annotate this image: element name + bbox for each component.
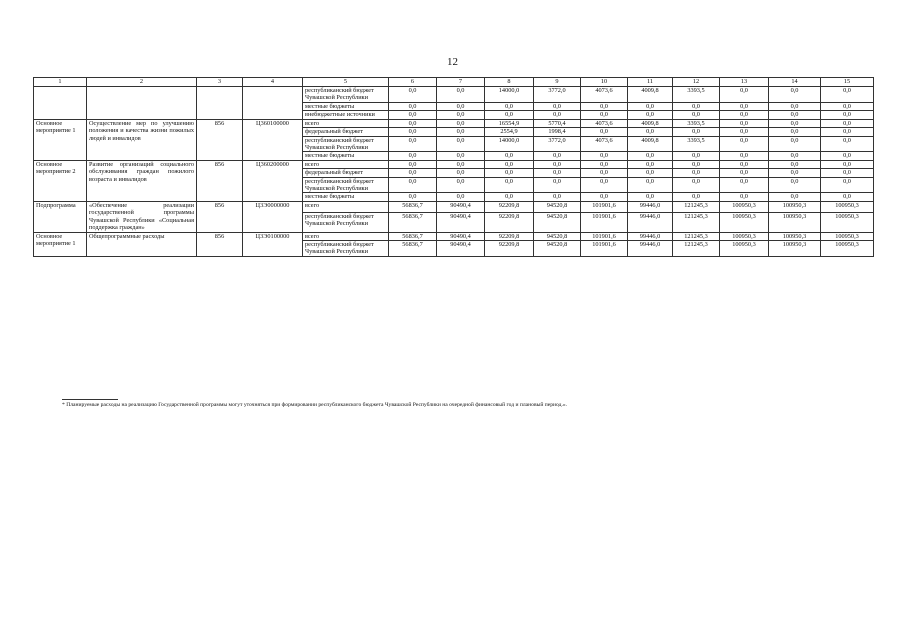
funding-source: республиканский бюджет Чувашской Республики (303, 136, 389, 152)
amount-cell: 0,0 (437, 169, 485, 177)
table-row (34, 87, 874, 103)
amount-cell: 4073,6 (581, 87, 628, 103)
amount-cell: 0,0 (720, 87, 769, 103)
amount-cell: 0,0 (628, 111, 673, 119)
amount-cell: 101901,6 (581, 232, 628, 240)
amount-cell: 100950,3 (821, 212, 874, 232)
amount-cell: 0,0 (437, 160, 485, 168)
amount-cell: 3772,0 (534, 136, 581, 152)
amount-cell: 0,0 (389, 169, 437, 177)
amount-cell: 0,0 (389, 193, 437, 201)
amount-cell: 100950,3 (821, 232, 874, 240)
table-row (34, 160, 874, 168)
amount-cell: 0,0 (673, 128, 720, 136)
amount-cell: 0,0 (821, 169, 874, 177)
amount-cell: 3393,5 (673, 119, 720, 127)
amount-cell: 0,0 (581, 128, 628, 136)
budget-table (33, 77, 874, 257)
amount-cell: 0,0 (769, 87, 821, 103)
column-header: 9 (534, 78, 581, 87)
amount-cell: 0,0 (437, 128, 485, 136)
amount-cell: 0,0 (673, 152, 720, 160)
amount-cell: 94520,8 (534, 241, 581, 257)
amount-cell: 0,0 (628, 102, 673, 110)
amount-cell: 0,0 (389, 136, 437, 152)
amount-cell: 0,0 (581, 169, 628, 177)
amount-cell: 121245,3 (673, 201, 720, 212)
amount-cell: 0,0 (720, 111, 769, 119)
funding-source: федеральный бюджет (303, 169, 389, 177)
amount-cell: 4073,6 (581, 119, 628, 127)
row-description: Общепрограммные расходы (87, 232, 197, 256)
amount-cell: 0,0 (821, 193, 874, 201)
amount-cell: 121245,3 (673, 241, 720, 257)
row-category: Подпрограмма (34, 201, 87, 232)
amount-cell: 0,0 (534, 111, 581, 119)
amount-cell: 0,0 (769, 111, 821, 119)
amount-cell: 0,0 (389, 119, 437, 127)
funding-source: местные бюджеты (303, 193, 389, 201)
row-gov-code (197, 87, 243, 120)
amount-cell: 0,0 (437, 152, 485, 160)
amount-cell: 0,0 (534, 102, 581, 110)
amount-cell: 99446,0 (628, 232, 673, 240)
amount-cell: 0,0 (534, 193, 581, 201)
funding-source: всего (303, 232, 389, 240)
amount-cell: 0,0 (821, 160, 874, 168)
amount-cell: 0,0 (437, 102, 485, 110)
amount-cell: 5770,4 (534, 119, 581, 127)
row-description: Развитие организаций социального обслуживания граждан пожилого возраста и инвалидов (87, 160, 197, 201)
amount-cell: 0,0 (821, 102, 874, 110)
column-header: 8 (485, 78, 534, 87)
amount-cell: 99446,0 (628, 241, 673, 257)
column-header: 3 (197, 78, 243, 87)
amount-cell: 0,0 (673, 102, 720, 110)
amount-cell: 121245,3 (673, 212, 720, 232)
amount-cell: 100950,3 (821, 241, 874, 257)
row-budget-code: Ц3Э0000000 (243, 201, 303, 232)
amount-cell: 4073,6 (581, 136, 628, 152)
amount-cell: 100950,3 (769, 232, 821, 240)
amount-cell: 100950,3 (821, 201, 874, 212)
column-header: 2 (87, 78, 197, 87)
funding-source: всего (303, 201, 389, 212)
column-header: 7 (437, 78, 485, 87)
amount-cell: 0,0 (628, 152, 673, 160)
table-row (34, 201, 874, 212)
amount-cell: 14000,0 (485, 136, 534, 152)
amount-cell: 0,0 (628, 160, 673, 168)
amount-cell: 92209,8 (485, 212, 534, 232)
row-budget-code: Ц360100000 (243, 119, 303, 160)
amount-cell: 94520,8 (534, 212, 581, 232)
amount-cell: 0,0 (628, 128, 673, 136)
amount-cell: 0,0 (534, 169, 581, 177)
row-gov-code: 856 (197, 119, 243, 160)
column-header: 5 (303, 78, 389, 87)
row-category: Основное мероприятие 2 (34, 160, 87, 201)
amount-cell: 99446,0 (628, 212, 673, 232)
amount-cell: 0,0 (821, 177, 874, 193)
amount-cell: 0,0 (389, 160, 437, 168)
amount-cell: 0,0 (581, 177, 628, 193)
row-budget-code: Ц3Э0100000 (243, 232, 303, 256)
amount-cell: 2554,9 (485, 128, 534, 136)
column-header: 1 (34, 78, 87, 87)
amount-cell: 0,0 (720, 128, 769, 136)
amount-cell: 0,0 (534, 177, 581, 193)
amount-cell: 56836,7 (389, 212, 437, 232)
column-header: 14 (769, 78, 821, 87)
amount-cell: 94520,8 (534, 201, 581, 212)
amount-cell: 0,0 (673, 169, 720, 177)
amount-cell: 0,0 (437, 111, 485, 119)
amount-cell: 94520,8 (534, 232, 581, 240)
amount-cell: 3393,5 (673, 87, 720, 103)
amount-cell: 0,0 (769, 169, 821, 177)
amount-cell: 0,0 (769, 193, 821, 201)
amount-cell: 92209,8 (485, 241, 534, 257)
amount-cell: 0,0 (769, 160, 821, 168)
amount-cell: 56836,7 (389, 241, 437, 257)
amount-cell: 0,0 (673, 177, 720, 193)
column-header: 10 (581, 78, 628, 87)
amount-cell: 101901,6 (581, 241, 628, 257)
amount-cell: 4009,8 (628, 119, 673, 127)
row-description: Осуществление мер по улучшению положения и качества жизни пожилых людей и инвалидов (87, 119, 197, 160)
amount-cell: 121245,3 (673, 232, 720, 240)
amount-cell: 0,0 (485, 177, 534, 193)
amount-cell: 0,0 (437, 136, 485, 152)
amount-cell: 100950,3 (720, 201, 769, 212)
funding-source: всего (303, 160, 389, 168)
amount-cell: 0,0 (534, 152, 581, 160)
amount-cell: 100950,3 (769, 212, 821, 232)
amount-cell: 0,0 (769, 177, 821, 193)
amount-cell: 0,0 (769, 102, 821, 110)
amount-cell: 0,0 (821, 119, 874, 127)
amount-cell: 56836,7 (389, 232, 437, 240)
amount-cell: 0,0 (485, 193, 534, 201)
row-description (87, 87, 197, 120)
row-category (34, 87, 87, 120)
row-description: «Обеспечение реализации государственной программы Чувашской Республики «Социальная поддержка граждан» (87, 201, 197, 232)
row-gov-code: 856 (197, 232, 243, 256)
amount-cell: 14000,0 (485, 87, 534, 103)
footnote: * Планируемые расходы на реализацию Государственной программы могут уточняться при формировании республиканского бюджета Чувашской Республики на очередной финансовый год и плановый период.». (62, 402, 568, 408)
amount-cell: 0,0 (485, 160, 534, 168)
amount-cell: 0,0 (769, 119, 821, 127)
amount-cell: 100950,3 (720, 241, 769, 257)
table-row (34, 232, 874, 240)
amount-cell: 0,0 (437, 87, 485, 103)
amount-cell: 92209,8 (485, 201, 534, 212)
funding-source: внебюджетные источники (303, 111, 389, 119)
table-header-row (34, 78, 874, 87)
amount-cell: 0,0 (581, 111, 628, 119)
amount-cell: 0,0 (437, 177, 485, 193)
amount-cell: 0,0 (769, 128, 821, 136)
row-budget-code (243, 87, 303, 120)
table-row (34, 119, 874, 127)
amount-cell: 3772,0 (534, 87, 581, 103)
amount-cell: 0,0 (389, 152, 437, 160)
column-header: 6 (389, 78, 437, 87)
amount-cell: 3393,5 (673, 136, 720, 152)
column-header: 13 (720, 78, 769, 87)
column-header: 11 (628, 78, 673, 87)
funding-source: республиканский бюджет Чувашской Республики (303, 87, 389, 103)
amount-cell: 0,0 (389, 102, 437, 110)
amount-cell: 0,0 (720, 169, 769, 177)
amount-cell: 101901,6 (581, 212, 628, 232)
amount-cell: 90490,4 (437, 212, 485, 232)
amount-cell: 0,0 (628, 169, 673, 177)
row-gov-code: 856 (197, 160, 243, 201)
amount-cell: 90490,4 (437, 232, 485, 240)
page-number: 12 (447, 56, 458, 68)
amount-cell: 0,0 (673, 111, 720, 119)
amount-cell: 0,0 (437, 119, 485, 127)
funding-source: местные бюджеты (303, 152, 389, 160)
column-header: 15 (821, 78, 874, 87)
amount-cell: 90490,4 (437, 201, 485, 212)
funding-source: местные бюджеты (303, 102, 389, 110)
amount-cell: 0,0 (673, 193, 720, 201)
amount-cell: 100950,3 (720, 212, 769, 232)
funding-source: республиканский бюджет Чувашской Республики (303, 212, 389, 232)
amount-cell: 0,0 (581, 152, 628, 160)
amount-cell: 0,0 (720, 102, 769, 110)
amount-cell: 0,0 (389, 128, 437, 136)
amount-cell: 0,0 (720, 119, 769, 127)
amount-cell: 0,0 (628, 177, 673, 193)
amount-cell: 0,0 (389, 111, 437, 119)
amount-cell: 0,0 (821, 128, 874, 136)
amount-cell: 100950,3 (720, 232, 769, 240)
amount-cell: 100950,3 (769, 241, 821, 257)
amount-cell: 0,0 (720, 160, 769, 168)
row-category: Основное мероприятие 1 (34, 119, 87, 160)
amount-cell: 0,0 (673, 160, 720, 168)
amount-cell: 0,0 (628, 193, 673, 201)
column-header: 12 (673, 78, 720, 87)
amount-cell: 56836,7 (389, 201, 437, 212)
amount-cell: 101901,6 (581, 201, 628, 212)
amount-cell: 0,0 (821, 111, 874, 119)
amount-cell: 0,0 (720, 152, 769, 160)
amount-cell: 0,0 (769, 152, 821, 160)
amount-cell: 0,0 (769, 136, 821, 152)
footnote-divider (62, 399, 118, 400)
row-category: Основное мероприятие 1 (34, 232, 87, 256)
amount-cell: 0,0 (720, 177, 769, 193)
funding-source: всего (303, 119, 389, 127)
amount-cell: 0,0 (581, 102, 628, 110)
amount-cell: 92209,8 (485, 232, 534, 240)
amount-cell: 0,0 (389, 177, 437, 193)
amount-cell: 4009,8 (628, 87, 673, 103)
amount-cell: 100950,3 (769, 201, 821, 212)
amount-cell: 0,0 (821, 136, 874, 152)
amount-cell: 0,0 (720, 136, 769, 152)
amount-cell: 1998,4 (534, 128, 581, 136)
amount-cell: 0,0 (485, 152, 534, 160)
amount-cell: 0,0 (581, 160, 628, 168)
amount-cell: 99446,0 (628, 201, 673, 212)
row-gov-code: 856 (197, 201, 243, 232)
amount-cell: 0,0 (437, 193, 485, 201)
row-budget-code: Ц360200000 (243, 160, 303, 201)
amount-cell: 0,0 (485, 169, 534, 177)
amount-cell: 0,0 (485, 111, 534, 119)
amount-cell: 0,0 (581, 193, 628, 201)
amount-cell: 0,0 (389, 87, 437, 103)
amount-cell: 16554,9 (485, 119, 534, 127)
funding-source: федеральный бюджет (303, 128, 389, 136)
amount-cell: 90490,4 (437, 241, 485, 257)
amount-cell: 0,0 (821, 87, 874, 103)
funding-source: республиканский бюджет Чувашской Республики (303, 177, 389, 193)
amount-cell: 0,0 (821, 152, 874, 160)
column-header: 4 (243, 78, 303, 87)
amount-cell: 0,0 (720, 193, 769, 201)
funding-source: республиканский бюджет Чувашской Республики (303, 241, 389, 257)
amount-cell: 4009,8 (628, 136, 673, 152)
amount-cell: 0,0 (485, 102, 534, 110)
amount-cell: 0,0 (534, 160, 581, 168)
